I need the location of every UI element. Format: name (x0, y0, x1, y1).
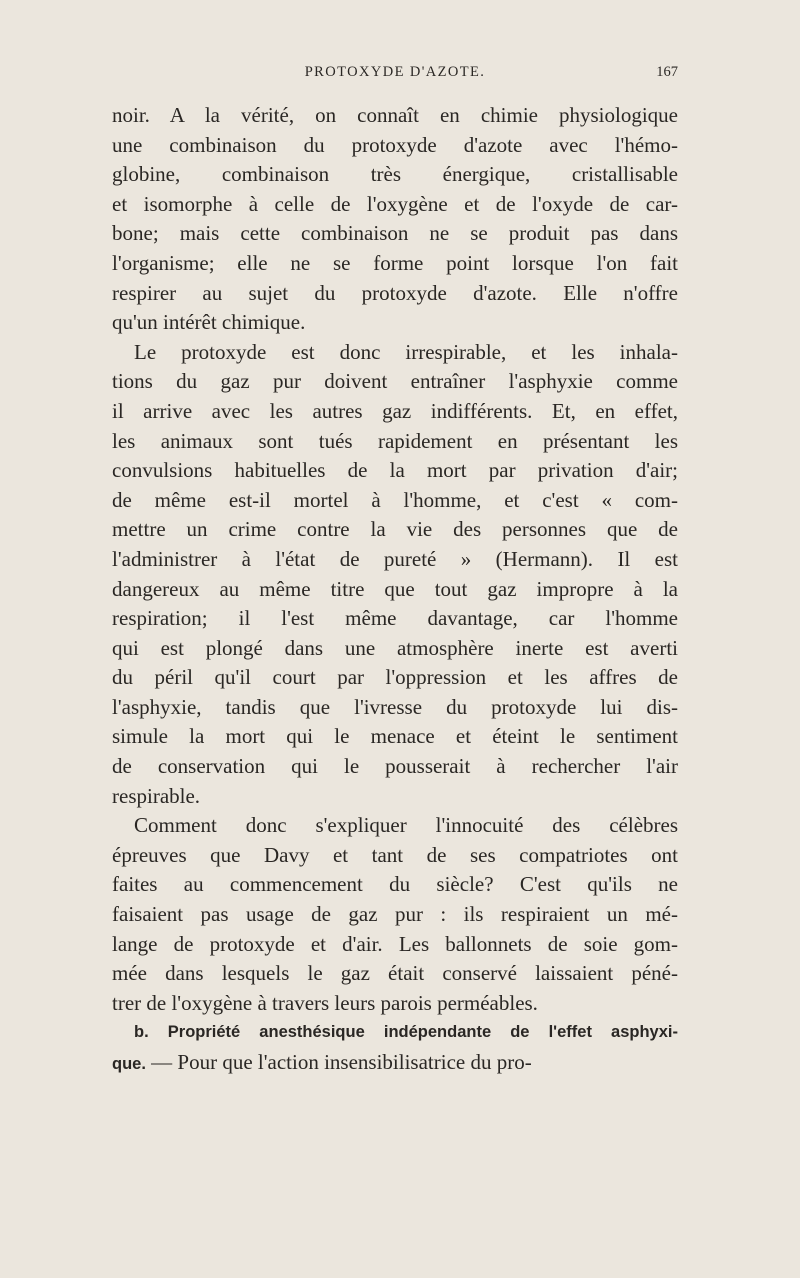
text-line: tions du gaz pur doivent entraîner l'asphyxie comme (112, 369, 678, 394)
page-number: 167 (656, 64, 678, 80)
text-line: Comment donc s'expliquer l'innocuité des célèbres (134, 813, 678, 838)
running-title: PROTOXYDE D'AZOTE. (304, 64, 486, 80)
text-line: de même est-il mortel à l'homme, et c'est « com- (112, 487, 678, 512)
text-line: les animaux sont tués rapidement en présentant les (112, 428, 678, 453)
text-line: dangereux au même titre que tout gaz impropre à la (112, 576, 678, 601)
text-line: bone; mais cette combinaison ne se produit pas dans (112, 221, 678, 246)
page-header (112, 64, 678, 84)
text-line: l'asphyxie, tandis que l'ivresse du protoxyde lui dis- (112, 694, 678, 719)
text-line: de conservation qui le pousserait à rechercher l'air (112, 754, 678, 779)
text-line: noir. A la vérité, on connaît en chimie physiologique (112, 103, 678, 127)
text-line: du péril qu'il court par l'oppression et les affres de (112, 665, 678, 690)
text-line: il arrive avec les autres gaz indifférents. Et, en effet, (112, 398, 678, 423)
text-line: lange de protoxyde et d'air. Les ballonnets de soie gom- (112, 931, 678, 956)
text-line: épreuves que Davy et tant de ses compatriotes ont (112, 842, 678, 867)
text-line: trer de l'oxygène à travers leurs parois perméables. (112, 990, 538, 1015)
text-line: mée dans lesquels le gaz était conservé laissaient péné- (112, 961, 678, 986)
text-line: faisaient pas usage de gaz pur : ils respiraient un mé- (112, 902, 678, 927)
text-line: respiration; il l'est même davantage, car l'homme (112, 606, 678, 631)
text-line: respirer au sujet du protoxyde d'azote. Elle n'offre (112, 280, 678, 305)
text-line: qui est plongé dans une atmosphère inerte est averti (112, 635, 678, 660)
text-line: qu'un intérêt chimique. (112, 310, 306, 335)
text-line: l'administrer à l'état de pureté » (Hermann). Il est (112, 546, 678, 571)
text-line: mettre un crime contre la vie des personnes que de (112, 517, 678, 542)
text-line: respirable. (112, 783, 201, 808)
section-b (112, 1018, 678, 1077)
text-line: convulsions habituelles de la mort par privation d'air; (112, 458, 678, 483)
body-text (112, 101, 678, 1078)
subheading-continuation-label: que. (112, 1055, 146, 1073)
paragraph-1 (112, 101, 678, 338)
text-line: Le protoxyde est donc irrespirable, et les inhala- (134, 339, 678, 364)
subheading: b. Propriété anesthésique indépendante de l'effet asphyxi- (134, 1023, 678, 1042)
subheading-continuation (112, 1048, 678, 1078)
paragraph-3 (112, 811, 678, 1018)
text-line: simule la mort qui le menace et éteint le sentiment (112, 724, 678, 749)
text-line: une combinaison du protoxyde d'azote avec l'hémo- (112, 132, 678, 157)
text-line: l'organisme; elle ne se forme point lorsque l'on fait (112, 250, 678, 275)
subheading-continuation-text: — Pour que l'action insensibilisatrice du pro- (145, 1050, 532, 1074)
text-line: faites au commencement du siècle? C'est qu'ils ne (112, 872, 678, 897)
paragraph-2 (112, 338, 678, 812)
text-line: et isomorphe à celle de l'oxygène et de l'oxyde de car- (112, 191, 678, 216)
text-line: globine, combinaison très énergique, cristallisable (112, 162, 678, 187)
